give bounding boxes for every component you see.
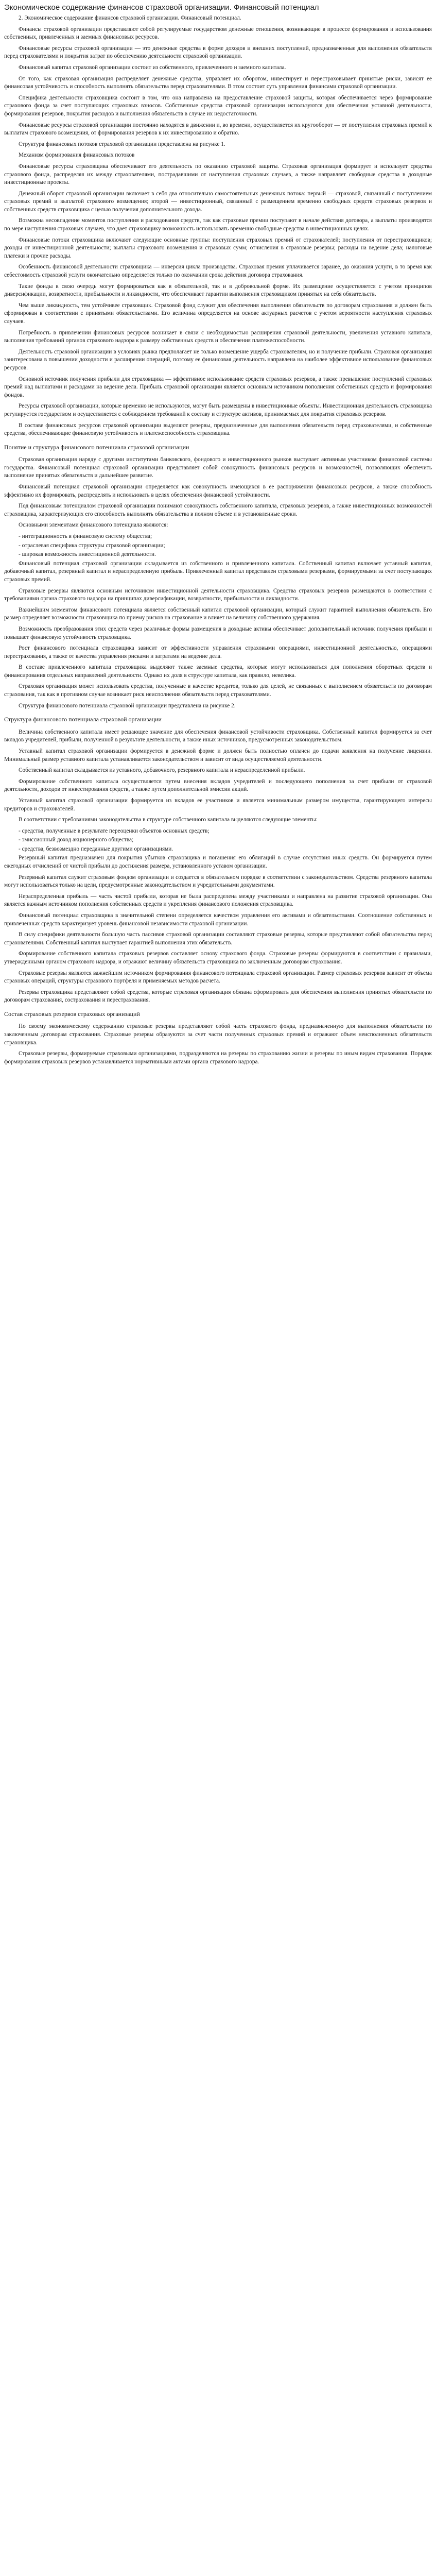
- paragraph: Страховые резервы являются основным источником инвестиционной деятельности страховщика. Средства страховых резервов размещаются в соответствии с требованиями органа страхового надзора на принципах диверсификации, возвратности, прибыльности и ликвидности.: [4, 587, 432, 602]
- paragraph: Рост финансового потенциала страховщика зависит от эффективности управления страховыми операциями, инвестиционной деятельностью, операциями перестрахования, а также от качества управления рисками и затратами на ведение дела.: [4, 645, 432, 659]
- document-section: [4, 1010, 432, 1066]
- paragraph: Финансовые потоки страховщика включают следующие основные группы: поступления страховых премий от страхователей; поступления от перестраховщиков; доходы от инвестиционной деятельности; выплаты страхового возмещения и страховых сумм; отчисления в страховые резервы; расходы на ведение дела; налоговые платежи и прочие расходы.: [4, 236, 432, 259]
- list-item: - широкая возможность инвестиционной деятельности.: [19, 551, 156, 558]
- paragraph: Возможность преобразования этих средств через различные формы размещения в доходные активы обеспечивает дополнительный источник получения прибыли и повышает финансовую устойчивость страховщика.: [4, 625, 432, 640]
- paragraph: От того, как страховая организация распределяет денежные средства, управляет их оборотом, инвестирует и перестраховывает принятые риски, зависят ее финансовая устойчивость и способность выполнять обязательства перед страхователями. В этом состоит суть управления финансами страховой организации.: [4, 75, 432, 90]
- list-item: - интеграционность в финансовую систему общества;: [19, 533, 152, 539]
- paragraph: Резервный капитал служит страховым фондом организации и создается в обязательном порядке в соответствии с законодательством. Средства резервного капитала могут использоваться только на цели, предусмотренные законодательством и учредительными документами.: [4, 874, 432, 889]
- paragraph: Потребность в привлечении финансовых ресурсов возникает в связи с необходимостью расширения страховой деятельности, увеличения уставного капитала, выполнения требований органов страхового надзора к размеру собственных средств и обеспечения платежеспособности.: [4, 329, 432, 344]
- list-item: - отраслевая специфика структуры страховой организации;: [19, 542, 165, 549]
- paragraph: Финансовые ресурсы страховой организации — это денежные средства в форме доходов и внешних поступлений, предназначенные для выполнения обязательств перед страхователями и покрытия затрат по обеспечению деятельности страховой организации.: [4, 45, 432, 60]
- paragraph: Величина собственного капитала имеет решающее значение для обеспечения финансовой устойчивости страховщика. Собственный капитал формируется за счет вкладов учредителей, прибыли, полученной в результате деятельности, а также иных источников, предусмотренных законодательством.: [4, 728, 432, 743]
- paragraph: В соответствии с требованиями законодательства в структуре собственного капитала выделяются следующие элементы:: [19, 817, 318, 823]
- paragraph: В составе привлеченного капитала страховщика выделяют также заемные средства, которые могут использоваться для пополнения оборотных средств и финансирования отдельных направлений деятельности. Однако их доля в структуре капитала, как правило, невелика.: [4, 664, 432, 679]
- paragraph: Специфика деятельности страховщика состоит в том, что она направлена на предоставление страховой защиты, которая обеспечивается через формирование страхового фонда за счет поступающих страховых взносов. Собственные средства страховой организации используются для обеспечения уставной деятельности, формирования резервов, покрытия расходов и выполнения обязательств в случае их недостаточности.: [4, 94, 432, 117]
- paragraph: Такие фонды в свою очередь могут формироваться как в обязательной, так и в добровольной форме. Их размещение осуществляется с учетом принципов диверсификации, возвратности, прибыльности и ликвидности, что обеспечивает гарантии выполнения страховщиком принятых на себя обязательств.: [4, 283, 432, 298]
- paragraph: Формирование собственного капитала страховых резервов составляет основу страхового фонда. Страховые резервы формируются в соответствии с правилами, утвержденными органом страхового надзора, и отражают величину обязательств страховщика по заключенным договорам страхования.: [4, 951, 432, 965]
- paragraph: В составе финансовых ресурсов страховой организации выделяют резервы, предназначенные для выполнения обязательств перед страхователями, и собственные средства, обеспечивающие финансовую устойчивость и платежеспособность страховщика.: [4, 422, 432, 437]
- paragraph: Особенность финансовой деятельности страховщика — инверсия цикла производства. Страховая премия уплачивается заранее, до оказания услуги, в то время как себестоимость страховой услуги окончательно определяется только по окончании срока действия договора страхования.: [4, 264, 432, 279]
- page-title: Экономическое содержание финансов страховой организации. Финансовый потенциал: [4, 3, 319, 12]
- paragraph: Страховая организация наряду с другими институтами банковского, фондового и инвестиционного рынков выступает активным участником финансовой системы государства. Финансовый потенциал страховой организации представляет собой совокупность финансовых ресурсов и возможностей, позволяющих обеспечить выполнение принятых обязательств и дальнейшее развитие.: [4, 456, 432, 479]
- paragraph: Финансовые ресурсы страховой организации постоянно находятся в движении и, во времени, осуществляется их кругооборот — от поступления страховых премий к выплатам страхового возмещения, от формирования резервов к их инвестированию и обратно.: [4, 122, 432, 137]
- paragraph: Возможна несовпадение моментов поступления и расходования средств, так как страховые премии поступают в начале действия договора, а выплаты производятся по мере наступления страховых случаев, что дает страховщику возможность использовать временно свободные средства в инвестиционных целях.: [4, 217, 432, 232]
- section-heading: Структура финансового потенциала страховой организации: [4, 716, 162, 723]
- document-section: [4, 14, 432, 438]
- paragraph: Механизм формирования финансовых потоков: [19, 152, 135, 159]
- paragraph: Уставный капитал страховой организации формируется из вкладов ее участников и является минимальным размером имущества, гарантирующего интересы кредиторов и страхователей.: [4, 797, 432, 812]
- paragraph: Формирование собственного капитала осуществляется путем внесения вкладов учредителей и последующего пополнения за счет прибыли от страховой деятельности, доходов от инвестирования средств, а также путем дополнительной эмиссии акций.: [4, 778, 432, 793]
- paragraph: Важнейшим элементом финансового потенциала является собственный капитал страховой организации, который служит гарантией выполнения обязательств. Его размер определяет возможности страховщика по приему рисков на страхование и влияет на величину собственного удержания.: [4, 606, 432, 621]
- paragraph: Страховые резервы, формируемые страховыми организациями, подразделяются на резервы по страхованию жизни и резервы по иным видам страхования. Порядок формирования страховых резервов устанавливается нормативными актами органа страхового надзора.: [4, 1050, 432, 1065]
- paragraph: Финансовый потенциал страховой организации складывается из собственного и привлеченного капитала. Собственный капитал включает уставный капитал, добавочный капитал, резервный капитал и нераспределенную прибыль. Привлеченный капитал представлен страховыми резервами, формируемыми за счет поступающих страховых премий.: [4, 560, 432, 583]
- section-heading: Состав страховых резервов страховых организаций: [4, 1010, 140, 1018]
- document-section: [4, 444, 432, 710]
- list-item: - средства, безвозмездно переданные другими организациями.: [19, 845, 173, 852]
- paragraph: Финансовый капитал страховой организации состоит из собственного, привлеченного и заемного капитала.: [19, 64, 286, 71]
- paragraph: По своему экономическому содержанию страховые резервы представляют собой часть страхового фонда, предназначенную для выполнения обязательств по заключенным договорам страхования. Страховые резервы образуются за счет части полученных страховых премий и отражают объем неисполненных обязательств страховщика.: [4, 1023, 432, 1046]
- paragraph: Под финансовым потенциалом страховой организации понимают совокупность собственного капитала, страховых резервов, а также инвестиционных возможностей страховщика, характеризующих его способность выполнять обязательства в полном объеме и в установленные сроки.: [4, 503, 432, 517]
- paragraph: Страховые резервы являются важнейшим источником формирования финансового потенциала страховой организации. Размер страховых резервов зависит от объема страховых операций, структуры страхового портфеля и применяемых методов расчета.: [4, 970, 432, 985]
- paragraph: Финансовый потенциал страховой организации определяется как совокупность имеющихся в ее распоряжении финансовых ресурсов, а также способность эффективно их формировать, распределять и использовать в целях обеспечения финансовой устойчивости.: [4, 484, 432, 498]
- paragraph: Страховая организация может использовать средства, полученные в качестве кредитов, только для целей, не связанных с выполнением обязательств по договорам страхования, так как в противном случае возникает риск неисполнения обязательств перед страхователями.: [4, 683, 432, 698]
- paragraph: Чем выше ликвидность, тем устойчивее страховщик. Страховой фонд служит для обеспечения выполнения обязательств по договорам страхования и должен быть сформирован в соответствии с принятыми обязательствами. Его величина определяется на основе актуарных расчетов с учетом вероятности наступления страховых случаев.: [4, 302, 432, 325]
- paragraph: Резервы страховщика представляют собой средства, которые страховая организация обязана сформировать для обеспечения выполнения принятых обязательств по договорам страхования, сострахования и перестрахования.: [4, 989, 432, 1004]
- paragraph: Основной источник получения прибыли для страховщика — эффективное использование средств страховых резервов, а также превышение поступлений страховых премий над выплатами и расходами на ведение дела. Прибыль страховой организации является основным источником пополнения собственных средств и формирования фондов.: [4, 376, 432, 398]
- paragraph: Резервный капитал предназначен для покрытия убытков страховщика и погашения его облигаций в случае отсутствия иных средств. Он формируется путем ежегодных отчислений от чистой прибыли до достижения размера, установленного уставом организации.: [4, 855, 432, 870]
- paragraph: 2. Экономическое содержание финансов страховой организации. Финансовый потенциал.: [19, 15, 241, 21]
- paragraph: Финансы страховой организации представляют собой регулируемые государством денежные отношения, возникающие в процессе формирования и использования собственных, привлеченных и заемных финансовых ресурсов.: [4, 26, 432, 41]
- paragraph: Основными элементами финансового потенциала являются:: [19, 522, 168, 529]
- paragraph: Структура финансового потенциала страховой организации представлена на рисунке 2.: [19, 702, 236, 709]
- paragraph: Собственный капитал складывается из уставного, добавочного, резервного капитала и нераспределенной прибыли.: [19, 767, 305, 774]
- document-section: [4, 716, 432, 1005]
- paragraph: Деятельность страховой организации в условиях рынка предполагает не только возмещение ущерба страхователям, но и получение прибыли. Страховая организация заинтересована в повышении доходности и расширении операций, поэтому ее финансовая деятельность направлена на наиболее эффективное использование финансовых ресурсов.: [4, 348, 432, 371]
- paragraph: Уставный капитал страховой организации формируется в денежной форме и должен быть полностью оплачен до подачи заявления на получение лицензии. Минимальный размер уставного капитала устанавливается законодательством и зависит от вида осуществляемой деятельности.: [4, 748, 432, 762]
- document-body: [4, 14, 432, 1066]
- paragraph: Ресурсы страховой организации, которые временно не используются, могут быть размещены в инвестиционные объекты. Инвестиционная деятельность страховщика регулируется государством и осуществляется с соблюдением требований к составу и структуре активов, принимаемых для покрытия страховых резервов.: [4, 403, 432, 417]
- list-item: - эмиссионный доход акционерного общества;: [19, 837, 134, 843]
- paragraph: Финансовые ресурсы страховщика обеспечивают его деятельность по оказанию страховой защиты. Страховая организация формирует и использует средства страхового фонда, распределяя их между страхователями, пострадавшими от наступления страховых случаев, а также направляет свободные средства в доходные инвестиционные проекты.: [4, 163, 432, 186]
- paragraph: Структура финансовых потоков страховой организации представлена на рисунке 1.: [19, 141, 225, 147]
- section-heading: Понятие и структура финансового потенциала страховой организации: [4, 443, 189, 451]
- paragraph: Нераспределенная прибыль — часть чистой прибыли, которая не была распределена между участниками и направлена на развитие страховой организации. Она является важным источником пополнения собственных средств и укрепления финансового положения страховщика.: [4, 893, 432, 908]
- list-item: - средства, полученные в результате переоценки объектов основных средств;: [19, 827, 210, 834]
- paragraph: В силу специфики деятельности большую часть пассивов страховой организации составляют страховые резервы, которые представляют собой обязательства перед страхователями. Собственный капитал выступает гарантией выполнения этих обязательств.: [4, 931, 432, 946]
- paragraph: Денежный оборот страховой организации включает в себя два относительно самостоятельных денежных потока: первый — страховой, связанный с поступлением страховых премий и выплатой страхового возмещения; второй — инвестиционный, связанный с размещением временно свободных средств страховых резервов и собственных средств страховщика с целью получения дополнительного дохода.: [4, 190, 432, 213]
- paragraph: Финансовый потенциал страховщика в значительной степени определяется качеством управления его активами и обязательствами. Соотношение собственных и привлеченных средств характеризует уровень финансовой независимости страховой организации.: [4, 912, 432, 927]
